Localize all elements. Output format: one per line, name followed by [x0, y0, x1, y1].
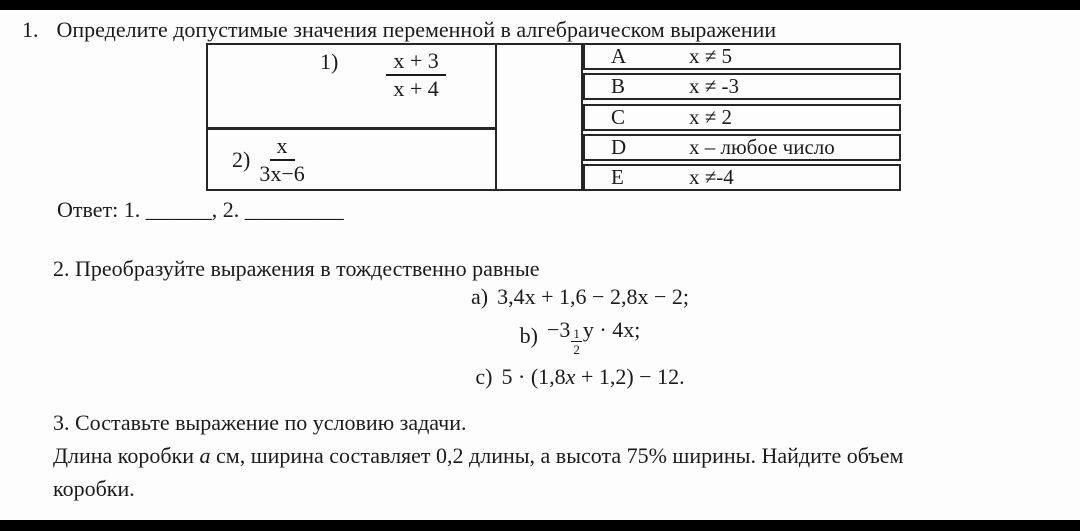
- expression-2-denominator: 3x−6: [259, 160, 305, 186]
- item-b-suffix: y · 4x;: [582, 317, 641, 342]
- item-c-label: c): [475, 363, 493, 389]
- item-b-frac-numerator: 1: [573, 326, 580, 341]
- expression-1-label: 1): [320, 49, 339, 74]
- option-letter: C: [611, 104, 626, 129]
- item-a-label: a): [471, 283, 489, 309]
- option-value: x ≠ 2: [689, 104, 733, 129]
- item-b-frac-denominator: 2: [573, 342, 580, 357]
- option-row-b: [583, 73, 901, 100]
- expression-1-numerator: x + 3: [386, 49, 445, 76]
- expression-2-label: 2): [232, 146, 251, 172]
- answer-prefix: Ответ: 1.: [57, 197, 146, 222]
- top-black-bar: [0, 0, 1080, 10]
- item-c-suffix: + 1,2) − 12.: [575, 363, 685, 389]
- option-value: x – любое число: [689, 134, 835, 159]
- item-b-fraction: [571, 327, 582, 356]
- item-a-expression: 3,4x + 1,6 − 2,8x − 2;: [497, 283, 689, 309]
- question2-title: 2. Преобразуйте выражения в тождественно равные: [53, 256, 540, 281]
- question3-text-before: Длина коробки: [53, 443, 200, 468]
- option-row-a: [583, 43, 901, 70]
- option-row-d: [583, 134, 901, 161]
- option-letter: E: [611, 165, 624, 189]
- question2-item-c: [90, 362, 1070, 391]
- answer-line: [57, 197, 344, 223]
- item-c-variable: x: [565, 363, 576, 389]
- answer-mid: , 2.: [211, 197, 245, 222]
- option-row-c: [583, 104, 901, 131]
- item-b-prefix: −3: [546, 317, 571, 342]
- option-value: x ≠-4: [689, 165, 734, 189]
- question3-variable: a: [199, 443, 211, 468]
- item-b-label: b): [519, 323, 538, 348]
- item-c-prefix: 5 · (1,8: [501, 363, 566, 389]
- item-b-expression: [547, 317, 640, 355]
- question3-title: 3. Составьте выражение по условию задачи.: [53, 410, 467, 435]
- question3-body: [53, 439, 1057, 505]
- item-c-expression: [502, 364, 685, 390]
- question2-item-b: [90, 313, 1070, 359]
- option-letter: D: [611, 134, 627, 159]
- question3-text-after: см, ширина составляет 0,2 длины, а высота 75% ширины. Найдите объем: [210, 443, 904, 468]
- expression-row-2: [206, 130, 497, 191]
- expression-1-denominator: x + 4: [393, 76, 439, 101]
- expression-row-1: [206, 43, 497, 130]
- question1-number: 1.: [22, 17, 39, 42]
- option-row-e: [583, 164, 901, 191]
- question1-title: Определите допустимые значения переменной в алгебраическом выражении: [56, 17, 777, 42]
- option-value: x ≠ 5: [689, 44, 733, 68]
- expression-2-fraction: [252, 134, 311, 186]
- answer-blank-1: ______: [145, 197, 212, 222]
- question2-item-a: [90, 283, 1070, 310]
- empty-middle-cell: [495, 43, 583, 191]
- question3-text-line2: коробки.: [53, 476, 135, 501]
- matching-table: [206, 43, 901, 191]
- question2-items: [90, 283, 1070, 391]
- options-table: [583, 43, 901, 191]
- option-letter: B: [611, 74, 626, 99]
- option-value: x ≠ -3: [689, 74, 740, 99]
- expression-1-fraction: [386, 49, 445, 101]
- expressions-table: [206, 43, 497, 191]
- question1-title-line: [22, 17, 776, 43]
- answer-blank-2: _________: [244, 197, 344, 222]
- expression-2-numerator: x: [270, 134, 295, 161]
- bottom-black-bar: [0, 520, 1080, 531]
- option-letter: A: [611, 44, 627, 68]
